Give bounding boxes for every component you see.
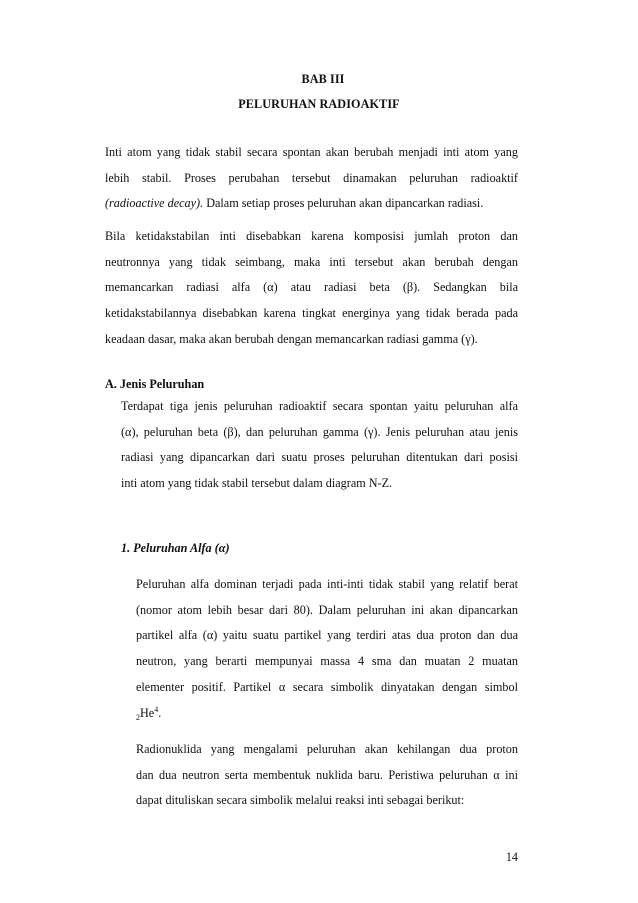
text-line: Radionuklida yang mengalami peluruhan akan kehilangan dua proton <box>136 742 518 756</box>
text-line: Bila ketidakstabilan inti disebabkan karena komposisi jumlah proton dan <box>105 229 518 243</box>
text-line: dan dua neutron serta membentuk nuklida baru. Peristiwa peluruhan α ini <box>136 767 518 782</box>
instability-paragraph <box>105 224 518 353</box>
text-line: partikel alfa (α) yaitu suatu partikel yang terdiri atas dua proton dan dua <box>136 628 518 643</box>
element-symbol: He <box>140 705 155 720</box>
text-line: neutron, yang berarti mempunyai massa 4 sma dan muatan 2 muatan <box>136 654 518 669</box>
text-line: Inti atom yang tidak stabil secara spontan akan berubah menjadi inti atom yang <box>105 145 518 159</box>
helium-symbol <box>136 701 518 727</box>
text-line: Terdapat tiga jenis peluruhan radioaktif secara spontan yaitu peluruhan alfa <box>121 399 518 413</box>
radionuclide-paragraph <box>136 737 518 814</box>
text-line <box>105 191 518 217</box>
text-fragment: . <box>158 705 162 720</box>
alpha-decay-paragraph <box>136 572 518 726</box>
chapter-label: BAB III <box>301 72 345 86</box>
text-line: Peluruhan alfa dominan terjadi pada inti-inti tidak stabil yang relatif berat <box>136 577 518 591</box>
text-line: radiasi yang dipancarkan dari suatu proses peluruhan ditentukan dari posisi <box>121 450 518 465</box>
mass-number: 4 <box>154 704 159 714</box>
intro-paragraph <box>105 140 518 217</box>
text-line: keadaan dasar, maka akan berubah dengan memancarkan radiasi gamma (γ). <box>105 331 478 346</box>
text-line: ketidakstabilannya disebabkan karena tingkat energinya yang tidak berada pada <box>105 306 518 321</box>
section-heading: A. Jenis Peluruhan <box>105 377 205 391</box>
atomic-number: 2 <box>136 712 140 722</box>
text-line: (α), peluruhan beta (β), dan peluruhan gamma (γ). Jenis peluruhan atau jenis <box>121 424 518 439</box>
text-line: dapat dituliskan secara simbolik melalui reaksi inti sebagai berikut: <box>136 793 465 808</box>
decay-types-paragraph <box>121 394 518 497</box>
subsection-heading: 1. Peluruhan Alfa (α) <box>121 541 230 555</box>
text-line: neutronnya yang tidak seimbang, maka inti tersebut akan berubah dengan <box>105 254 518 269</box>
text-line: elementer positif. Partikel α secara simbolik dinyatakan dengan simbol <box>136 679 518 694</box>
chapter-title: PELURUHAN RADIOAKTIF <box>238 97 400 111</box>
text-line: inti atom yang tidak stabil tersebut dalam diagram N-Z. <box>121 476 393 491</box>
text-line: memancarkan radiasi alfa (α) atau radiasi beta (β). Sedangkan bila <box>105 280 518 295</box>
text-line: (nomor atom lebih besar dari 80). Dalam peluruhan ini akan dipancarkan <box>136 602 518 617</box>
text-fragment: Dalam setiap proses peluruhan akan dipancarkan radiasi. <box>203 196 484 211</box>
text-line: lebih stabil. Proses perubahan tersebut dinamakan peluruhan radioaktif <box>105 170 518 185</box>
page-number: 14 <box>505 850 518 864</box>
italic-term: (radioactive decay). <box>105 196 204 211</box>
